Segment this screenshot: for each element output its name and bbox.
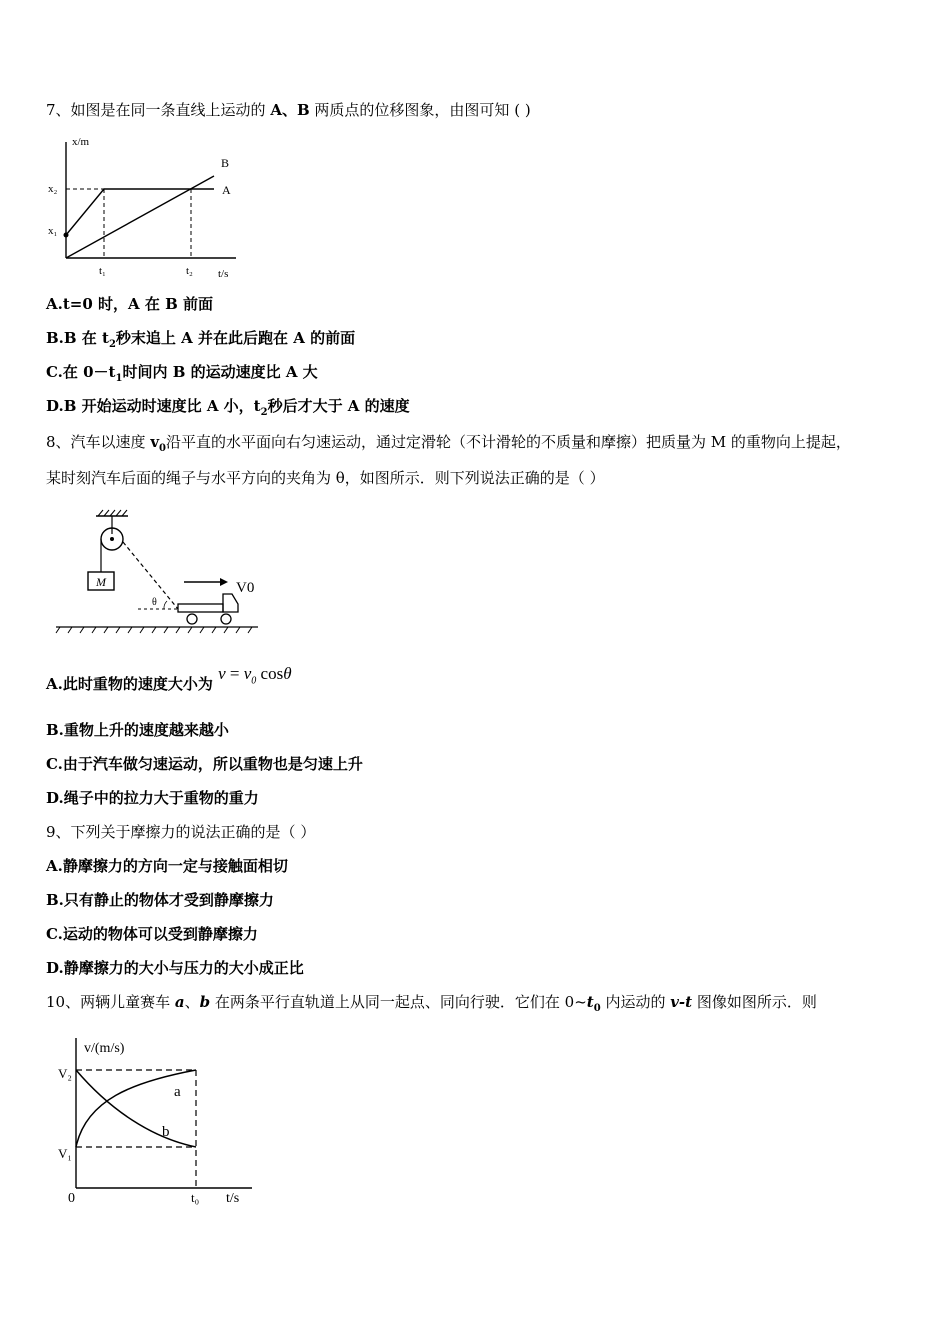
q9-option-c: C.运动的物体可以受到静摩擦力 <box>46 925 258 943</box>
q10-velocity-time-graph <box>52 1030 262 1210</box>
q7-line-a <box>66 189 214 235</box>
q7-option-c: C.在 $0-t_1$时间内 B 的运动速度比 A 大 <box>46 363 318 384</box>
q7-t2-label: t₂ <box>186 265 193 277</box>
q9-option-d: D.静摩擦力的大小与压力的大小成正比 <box>46 959 304 977</box>
q7-option-b: B.B 在 $t_2$秒末追上 A 并在此后跑在 A 的前面 <box>46 329 356 350</box>
q7-line-a-label: A <box>222 183 231 197</box>
q7-x2-label: x₂ <box>48 183 58 195</box>
q8-formula: $v = v_0$ cosθ <box>218 664 292 687</box>
q10-v2-label: V₂ <box>58 1066 72 1081</box>
q8-stem-line2: 某时刻汽车后面的绳子与水平方向的夹角为 θ，如图所示．则下列说法正确的是（ ） <box>46 469 605 487</box>
q10-t0-label: t₀ <box>191 1190 200 1205</box>
q10-y-axis-label: v/(m/s) <box>84 1041 125 1056</box>
q9-stem: 9、下列关于摩擦力的说法正确的是（ ） <box>46 823 316 841</box>
q10-curve-b-label: b <box>162 1124 170 1140</box>
mass-label: M <box>96 575 106 589</box>
q10-curve-b <box>76 1070 196 1147</box>
q10-v1-label: V₁ <box>58 1146 72 1161</box>
q8-option-c: C.由于汽车做匀速运动，所以重物也是匀速上升 <box>46 755 363 773</box>
q7-position-time-graph <box>44 132 244 284</box>
q9-option-b: B.只有静止的物体才受到静摩擦力 <box>46 891 274 909</box>
q8-pulley-truck-figure <box>52 506 262 636</box>
q10-curve-a-label: a <box>174 1084 181 1100</box>
q10-origin-label: 0 <box>68 1191 75 1206</box>
q8-option-d: D.绳子中的拉力大于重物的重力 <box>46 789 259 807</box>
q7-option-a: A.t=0 时，A 在 B 前面 <box>46 295 214 313</box>
q7-option-d: D.B 开始运动时速度比 A 小，$t_2$秒后才大于 A 的速度 <box>46 397 410 418</box>
q7-x-axis-label: t/s <box>218 268 229 280</box>
q8-stem-line1: 8、汽车以速度 $v_0$沿平直的水平面向右匀速运动，通过定滑轮（不计滑轮的不质量和摩擦）把质量为 M 的重物向上提起， <box>46 433 851 454</box>
truck-cab <box>223 594 238 612</box>
q7-line-b-label: B <box>221 156 230 170</box>
q10-x-axis-label: t/s <box>226 1191 240 1206</box>
velocity-label: V0 <box>236 580 255 596</box>
q10-curve-a <box>76 1070 196 1147</box>
q7-y-axis-label: x/m <box>72 136 90 148</box>
q7-t1-label: t₁ <box>99 265 106 277</box>
q7-x1-label: x₁ <box>48 225 58 237</box>
angle-label: θ <box>152 597 157 608</box>
q8-option-a: A.此时重物的速度大小为 $v = v_0$ cosθ <box>46 664 292 693</box>
truck-bed <box>178 604 223 612</box>
q9-option-a: A.静摩擦力的方向一定与接触面相切 <box>46 857 288 875</box>
q10-stem: 10、两辆儿童赛车 a、b 在两条平行直轨道上从同一起点、同向行驶．它们在 $0\sim t_0$ 内运动的 v-t 图像如图所示．则 <box>46 993 817 1014</box>
q7-stem: 7、如图是在同一条直线上运动的 A、B 两质点的位移图象，由图可知 ( ) <box>46 101 531 119</box>
q8-option-b: B.重物上升的速度越来越小 <box>46 721 229 739</box>
